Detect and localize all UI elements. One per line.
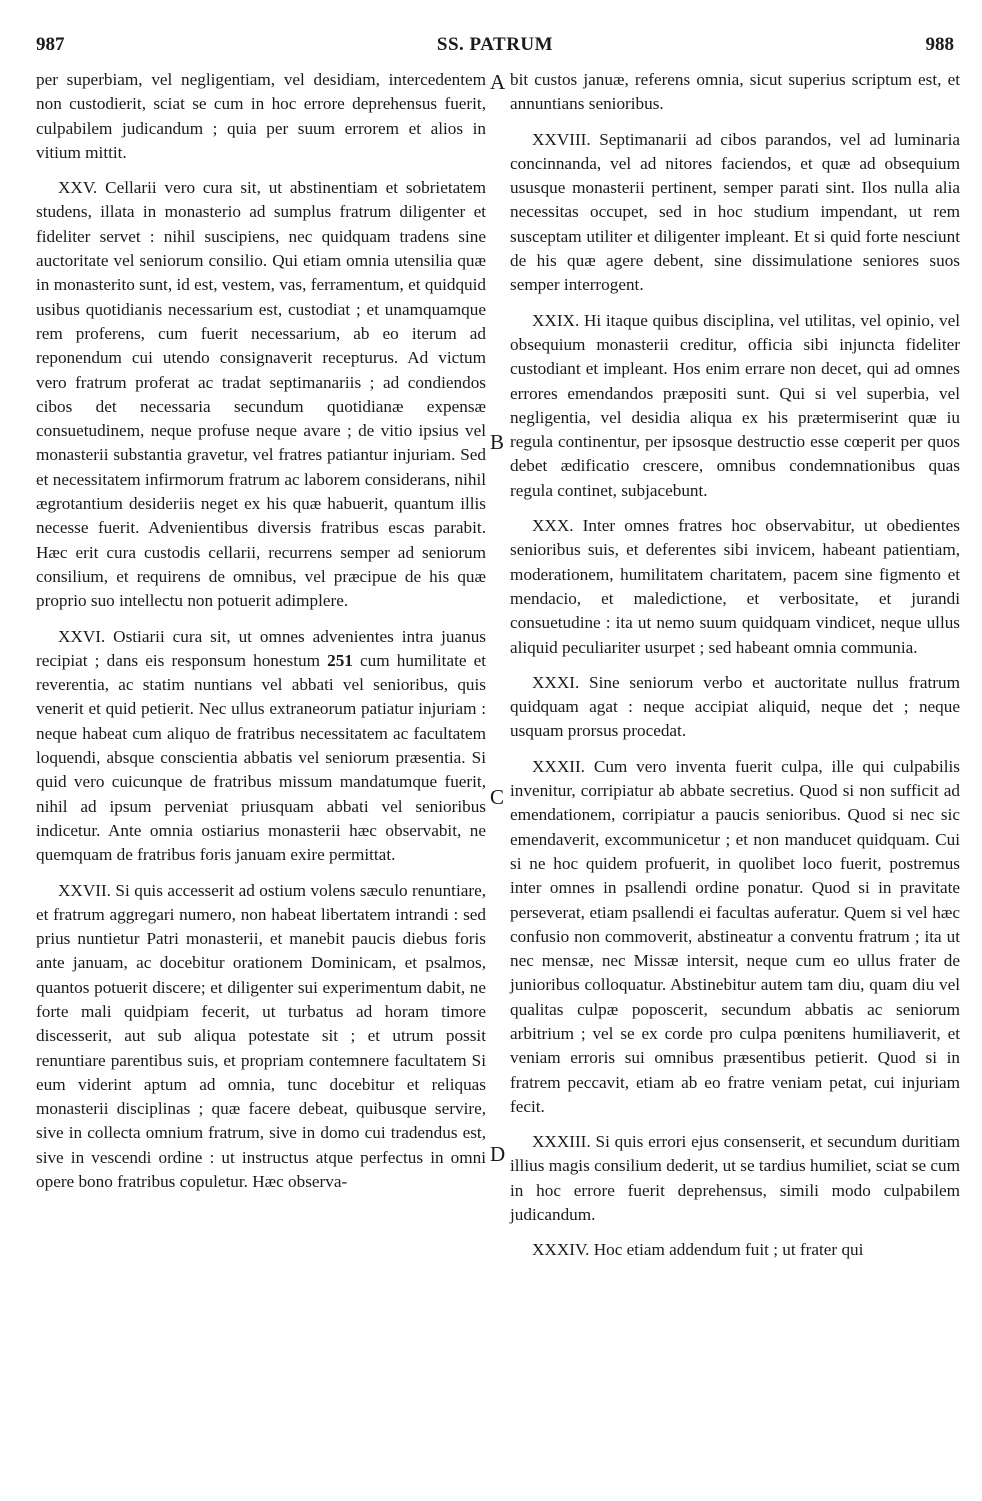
margin-marker-b: B	[490, 430, 505, 454]
margin-marker-c: C	[490, 785, 505, 809]
paragraph-continuation: bit custos januæ, referens omnia, sicut superius scriptum est, et annuntians senioribus.	[510, 70, 960, 114]
paragraph-xxvi-part-a: XXVI. Ostiarii cura sit, ut omnes advenientes intra juanus recipiat ; dans eis responsum honestum	[36, 626, 486, 670]
paragraph-xxxii: XXXII. Cum vero inventa fuerit culpa, ille qui culpabilis invenitur, corripiatur ab abbate secretius. Quod si non sufficit ad emendationem, corripiatur a paucis senioribus. Quod si nec sic emendaverit, excommunicetur ; et non manducet quidquam. Cui si ne hoc quidem profuerit, in quolibet loco fuerit, postremus inter omnes in psallendi ordine ponatur. Quod si in pravitate perseverat, etiam psallendi ei facultas auferatur. Quem si vel hæc confusio non commoverit, abstineatur a conventu fratrum ; ita ut nec mensæ, nec Missæ intersit, neque cum eo ullus frater de junioribus colloquatur. Abstinebitur autem tam diu, quam diu vel qualitas culpæ poposcerit, secundum abbatis ac seniorum arbitrium ; vel se ex corde pro culpa pœnitens humiliaverit, et veniam erroris sui omnibus præsentibus petierit. Quod si in fratrem peccavit, etiam ab eo fratre veniam petat, cui injuriam fecit.	[510, 756, 960, 1116]
inline-page-number: 251	[327, 650, 353, 670]
right-column	[510, 68, 960, 1263]
paragraph-xxx: XXX. Inter omnes fratres hoc observabitur, ut obedientes senioribus suis, et deferentes sibi invicem, habeant patientiam, moderationem, humilitatem charitatem, pacem sine figmento et mendacio, et maledictione, et verbositate, et jurandi consuetudine : ita ut nemo suum quidquam vindicet, neque ullus aliquid peculiariter usurpet ; sed habeant omnia communia.	[510, 516, 960, 657]
left-page-number: 987	[36, 34, 65, 55]
paragraph-xxv: XXV. Cellarii vero cura sit, ut abstinentiam et sobrietatem studens, illata in monasterio ad sumplus fratrum diligenter et fideliter servet : nihil suscipiens, nec quidquam tradens sine auctoritate vel seniorum consilio. Qui etiam omnia utensilia quæ in monasterito sunt, id est, vestem, vas, ferramentum, et quidquid usibus quotidianis necessarium est, custodiat ; et unamquamque rem proferens, cum fuerit necessarium, ab eo iterum ad reponendum cui utendo consignaverit recepturus. Ad victum vero fratrum proferat ac tradat septimanariis ; ad condiendos cibos det necessaria secundum quotidianæ expensæ consuetudinem, neque profuse neque avare ; de vitio ipsius vel monasterii substantia gravetur, vel fratres patiantur injuriam. Sed et necessitatem infirmorum fratrum ac laborem considerans, nihil ægrotantium desideriis neget ex his quæ habuerit, quantum illis necesse fuerit. Advenientibus diversis fratribus escas parabit. Hæc erit cura custodis cellarii, recurrens semper ad seniorum consilium, et requirens de omnibus, vel præcipue de his quæ proprio suo intellectu non potuerit adimplere.	[36, 178, 486, 611]
right-page-number: 988	[925, 34, 954, 55]
paragraph-xxvi-part-b: cum humilitate et reverentia, ac statim nuntians vel abbati vel senioribus, quis venerit et quid petierit. Nec ullus extraneorum patiatur injuriam : neque habeat cum aliquo de fratribus necessitatem ac facultatem loquendi, absque conscientia abbatis vel seniorum præsentia. Si quid vero cuicunque de fratribus missum mandatumque fuerit, nihil ad ipsum perveniat priusquam abbati vel senioribus indicetur. Ante omnia ostiarius monasterii hæc observabit, ne quemquam de fratribus foris januam exire permittat.	[36, 650, 487, 865]
paragraph-xxix: XXIX. Hi itaque quibus disciplina, vel utilitas, vel opinio, vel obsequium monasterii creditur, officia sibi injuncta fideliter custodiant et impleant. Hos enim errare non decet, qui ad omnes errores emendandos præpositi sunt. Qui si vel superbia, vel negligentia, vel desidia aliqua ex his prætermiserint quæ iu regula continentur, per ipsosque destructio esse cœperit per quos debet ædificatio crescere, omnibus condemnationibus quas regula continet, subjacebunt.	[510, 310, 960, 500]
paragraph-xxvii: XXVII. Si quis accesserit ad ostium volens sæculo renuntiare, et fratrum aggregari numero, non habeat libertatem intrandi : sed prius nuntietur Patri monasterii, et manebit paucis diebus foris ante januam, ac docebitur orationem Dominicam, et psalmos, quantos potuerit discere; et diligenter sui experimentum dabit, ne forte mali quidpiam fecerit, ut turbatus ad horam timore discesserit, aut sub aliqua potestate sit ; et utrum possit renuntiare parentibus suis, et propriam contemnere facultatem Si eum viderint aptum ad omnia, tunc docebitur et reliquas monasterii disciplinas ; quæ facere debeat, quibusque servire, sive in collecta omnium fratrum, sive in domo cui tradendus est, sive in vescendi ordine : ut instructus atque perfectus in omni opere bono fratribus copuletur. Hæc observa-	[36, 880, 486, 1192]
margin-marker-d: D	[490, 1142, 506, 1166]
paragraph-continuation: per superbiam, vel negligentiam, vel desidiam, intercedentem non custodierit, sciat se cum in hoc errore deprehensus fuerit, culpabilem judicandum ; quia per suum errorem et alios in vitium mittit.	[36, 70, 486, 162]
paragraph-xxxiv: XXXIV. Hoc etiam addendum fuit ; ut frater qui	[532, 1240, 864, 1260]
page-header	[36, 34, 954, 58]
running-title: SS. PATRUM	[436, 34, 554, 55]
margin-marker-a: A	[490, 70, 506, 94]
paragraph-xxvi	[36, 625, 486, 868]
paragraph-xxxiii: XXXIII. Si quis errori ejus consenserit, et secundum duritiam illius magis consilium dederit, ut se tardius humiliet, sciat se cum in hoc errore fuerit deprehensus, simili modo culpabilem judicandum.	[510, 1132, 960, 1225]
left-column	[36, 68, 486, 1194]
paragraph-xxviii: XXVIII. Septimanarii ad cibos parandos, vel ad luminaria concinnanda, vel ad nitores faciendos, et quæ ad obsequium ususque monasterii pertinent, semper parati sint. Ilos nulla alia necessitas occupet, sed in hoc studium impendant, ut rem susceptam utiliter et diligenter impleant. Et si quid forte nesciunt de his quæ agere debent, sine dissimulatione seniores suos semper interrogent.	[510, 129, 960, 295]
paragraph-xxxi: XXXI. Sine seniorum verbo et auctoritate nullus fratrum quidquam agat : neque accipiat aliquid, neque det ; neque usquam prorsus procedat.	[510, 672, 960, 741]
